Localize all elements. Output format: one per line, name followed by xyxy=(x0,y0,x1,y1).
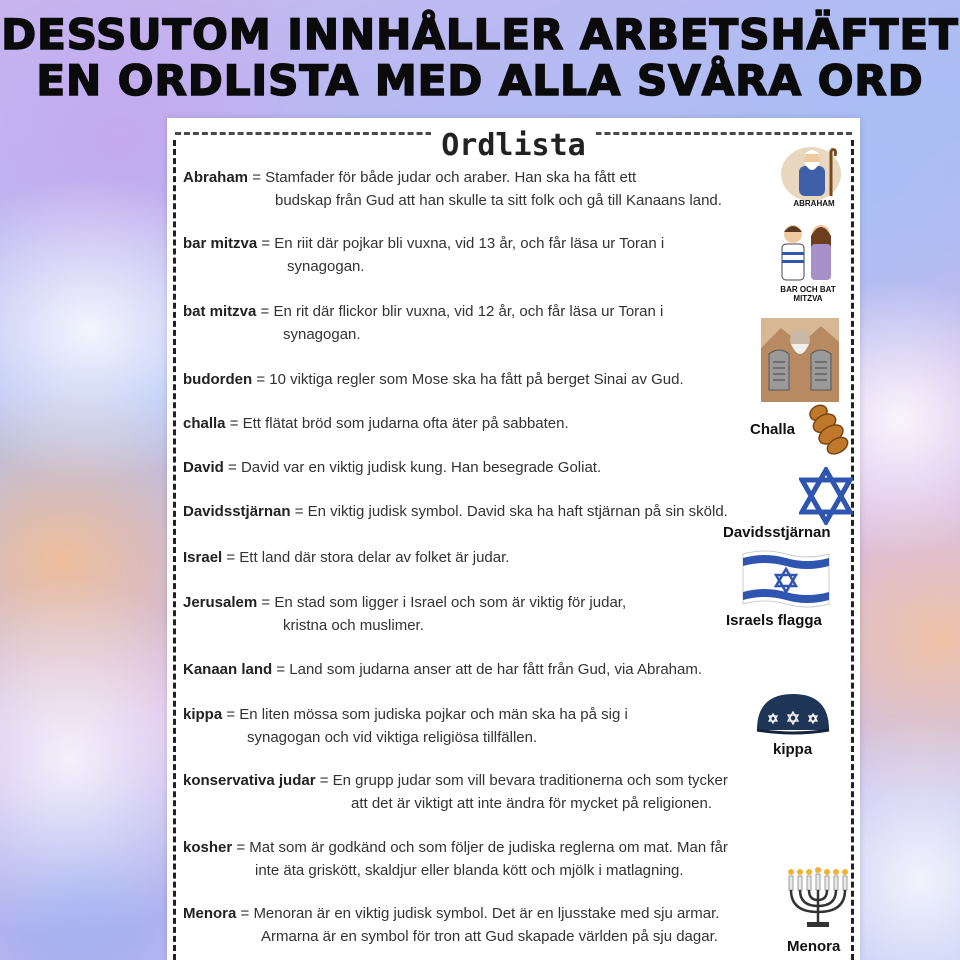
sheet-title: Ordlista xyxy=(167,128,860,163)
kippa-label: kippa xyxy=(773,741,813,758)
entry-definition: = En liten mössa som judiska pojkar och män ska ha på sig i xyxy=(222,706,628,723)
entry-term: Jerusalem xyxy=(183,594,258,611)
kippa-illustration xyxy=(753,690,833,736)
entry-definition: = Stamfader för både judar och araber. Han ska ha fått ett xyxy=(248,169,637,186)
israel-flag-icon xyxy=(741,548,831,610)
entry-term: bat mitzva xyxy=(183,303,257,320)
entry-definition: = En viktig judisk symbol. David ska ha haft stjärnan på sin sköld. xyxy=(290,503,728,520)
glossary-entry-kippa xyxy=(183,703,823,749)
glossary-entry-konservativa-judar xyxy=(183,769,823,815)
glossary-entry-kanaan-land xyxy=(183,658,823,681)
entry-term: kippa xyxy=(183,706,223,723)
entry-definition-continued: synagogan och vid viktiga religiösa tillfällen. xyxy=(247,729,538,746)
entry-definition-continued: budskap från Gud att han skulle ta sitt folk och gå till Kanaans land. xyxy=(275,192,722,209)
ten-commandments-illustration xyxy=(761,318,839,402)
entry-definition: = En grupp judar som vill bevara traditionerna och som tycker xyxy=(315,772,728,789)
glossary-sheet xyxy=(167,118,860,960)
glossary-entry-challa xyxy=(183,412,823,435)
glossary-entry-budorden xyxy=(183,368,823,391)
entry-term: bar mitzva xyxy=(183,235,258,252)
entry-definition-continued: kristna och muslimer. xyxy=(283,617,424,634)
entry-term: Menora xyxy=(183,905,237,922)
entry-term: Abraham xyxy=(183,169,249,186)
challa-label: Challa xyxy=(750,421,796,438)
entry-definition: = Ett flätat bröd som judarna ofta äter på sabbaten. xyxy=(225,415,569,432)
entry-definition-continued: att det är viktigt att inte ändra för mycket på religionen. xyxy=(351,795,713,812)
entry-term: David xyxy=(183,459,224,476)
glossary-entry-bar-mitzva xyxy=(183,232,823,278)
entry-definition: = Land som judarna anser att de har fått från Gud, via Abraham. xyxy=(272,661,703,678)
dashed-border-right xyxy=(848,140,854,960)
entry-definition: = En riit där pojkar bli vuxna, vid 13 år, och får läsa ur Toran i xyxy=(257,235,665,252)
headline-line-2: EN ORDLISTA MED ALLA SVÅRA ORD xyxy=(36,56,924,105)
glossary-entry-abraham xyxy=(183,166,823,212)
abraham-illustration xyxy=(779,144,843,202)
headline-line-1: DESSUTOM INNHÅLLER ARBETSHÄFTET xyxy=(1,10,959,59)
bar-bat-label-line-1: BAR OCH BAT xyxy=(780,285,836,294)
challa-illustration xyxy=(805,402,853,460)
glossary-entry-menora xyxy=(183,902,823,948)
entry-definition: = Menoran är en viktig judisk symbol. Det är en ljusstake med sju armar. xyxy=(236,905,720,922)
star-of-david-icon xyxy=(799,467,853,525)
menora-label: Menora xyxy=(787,938,841,955)
bar-bat-mitzva-label xyxy=(773,285,843,303)
bar-bat-label-line-2: MITZVA xyxy=(793,294,823,303)
entry-term: budorden xyxy=(183,371,253,388)
bar-bat-mitzva-illustration xyxy=(774,222,840,284)
glossary-entry-davidsstjarnan xyxy=(183,500,823,523)
entry-definition-continued: synagogan. xyxy=(287,258,365,275)
entry-definition-continued: synagogan. xyxy=(283,326,361,343)
entry-term: Kanaan land xyxy=(183,661,273,678)
headline xyxy=(0,12,960,104)
abraham-label: ABRAHAM xyxy=(793,199,835,208)
israel-flag-label: Israels flagga xyxy=(726,612,822,629)
entry-definition: = Mat som är godkänd och som följer de judiska reglerna om mat. Man får xyxy=(232,839,728,856)
entry-definition: = Ett land där stora delar av folket är judar. xyxy=(222,549,510,566)
entry-term: challa xyxy=(183,415,226,432)
dashed-border-left xyxy=(173,140,179,960)
star-of-david-label: Davidsstjärnan xyxy=(723,524,831,541)
entry-definition: = En stad som ligger i Israel och som är viktig för judar, xyxy=(257,594,627,611)
entry-term: kosher xyxy=(183,839,233,856)
entry-term: Davidsstjärnan xyxy=(183,503,291,520)
entry-definition-continued: inte äta griskött, skaldjur eller blanda kött och mjölk i matlagning. xyxy=(255,862,684,879)
entry-definition: = En rit där flickor blir vuxna, vid 12 år, och får läsa ur Toran i xyxy=(256,303,664,320)
entry-definition: = David var en viktig judisk kung. Han besegrade Goliat. xyxy=(223,459,602,476)
glossary-entry-bat-mitzva xyxy=(183,300,823,346)
entry-term: konservativa judar xyxy=(183,772,316,789)
glossary-entry-david xyxy=(183,456,823,479)
entry-definition: = 10 viktiga regler som Mose ska ha fått på berget Sinai av Gud. xyxy=(252,371,684,388)
glossary-entry-israel xyxy=(183,546,823,569)
entry-term: Israel xyxy=(183,549,223,566)
entry-definition-continued: Armarna är en symbol för tron att Gud skapade världen på sju dagar. xyxy=(261,928,718,945)
menora-illustration xyxy=(785,866,851,932)
glossary-entry-kosher xyxy=(183,836,823,882)
